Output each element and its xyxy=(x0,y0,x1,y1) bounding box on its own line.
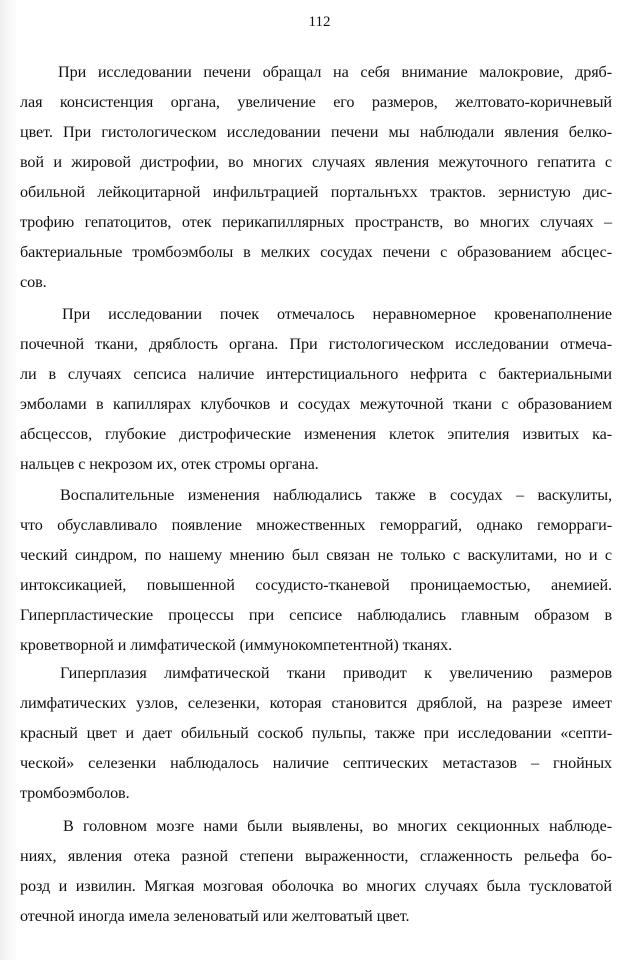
paragraph-line: цвет. При гистологическом исследовании печени мы наблюдали явления белко- xyxy=(20,123,612,141)
paragraph-lymphatic xyxy=(20,658,612,808)
paragraph-kidneys xyxy=(20,299,612,479)
paragraph-brain xyxy=(20,811,612,931)
scan-edge-shadow xyxy=(0,0,18,960)
paragraph-line: При исследовании почек отмечалось неравномерное кровенаполнение xyxy=(62,305,612,323)
paragraph-line: ли в случаях сепсиса наличие интерстициального нефрита с бактериальными xyxy=(20,365,612,383)
paragraph-vessels xyxy=(20,480,612,660)
paragraph-line: отечной иногда имела зеленоватый или желтоватый цвет. xyxy=(20,907,410,925)
paragraph-line: При исследовании печени обращал на себя внимание малокровие, дряб- xyxy=(58,63,612,81)
page-number: 112 xyxy=(308,14,331,30)
paragraph-line: Гиперплазия лимфатической ткани приводит к увеличению размеров xyxy=(60,664,612,682)
paragraph-line: кроветворной и лимфатической (иммунокомпетентной) тканях. xyxy=(20,636,453,654)
paragraph-line: абсцессов, глубокие дистрофические изменения клеток эпителия извитых ка- xyxy=(20,425,612,443)
paragraph-line: ческой» селезенки наблюдалось наличие септических метастазов – гнойных xyxy=(20,754,612,772)
paragraph-line: вой и жировой дистрофии, во многих случаях явления межуточного гепатита с xyxy=(20,153,612,171)
paragraph-line: интоксикацией, повышенной сосудисто-тканевой проницаемостью, анемией. xyxy=(20,576,612,594)
paragraph-line: трофию гепатоцитов, отек перикапиллярных пространств, во многих случаях – xyxy=(20,213,612,231)
paragraph-line: лимфатических узлов, селезенки, которая становится дряблой, на разрезе имеет xyxy=(20,694,612,712)
paragraph-line: красный цвет и дает обильный соскоб пульпы, также при исследовании «септи- xyxy=(20,724,612,742)
paragraph-line: тромбоэмболов. xyxy=(20,784,130,802)
paragraph-line: почечной ткани, дряблость органа. При гистологическом исследовании отмеча- xyxy=(20,335,612,353)
paragraph-line: ниях, явления отека разной степени выраженности, сглаженность рельефа бо- xyxy=(20,847,612,865)
paragraph-line: эмболами в капиллярах клубочков и сосудах межуточной ткани с образованием xyxy=(20,395,612,413)
paragraph-line: розд и извилин. Мягкая мозговая оболочка во многих случаях была тускловатой xyxy=(20,877,612,895)
paragraph-line: что обуславливало появление множественных геморрагий, однако геморраги- xyxy=(20,516,612,534)
paragraph-line: бактериальные тромбоэмболы в мелких сосудах печени с образованием абсцес- xyxy=(20,243,612,261)
paragraph-line: ческий синдром, по нашему мнению был связан не только с васкулитами, но и с xyxy=(20,546,612,564)
paragraph-line: Гиперпластические процессы при сепсисе наблюдались главным образом в xyxy=(20,606,612,624)
paragraph-line: сов. xyxy=(20,273,47,291)
paragraph-liver xyxy=(20,57,612,297)
paragraph-line: лая консистенция органа, увеличение его размеров, желтовато-коричневый xyxy=(20,93,612,111)
paragraph-line: нальцев с некрозом их, отек стромы органа. xyxy=(20,455,319,473)
paragraph-line: В головном мозге нами были выявлены, во многих секционных наблюде- xyxy=(63,817,612,835)
paragraph-line: обильной лейкоцитарной инфильтрацией портальнъхх трактов. зернистую дис- xyxy=(20,183,612,201)
paragraph-line: Воспалительные изменения наблюдались также в сосудах – васкулиты, xyxy=(60,486,612,504)
